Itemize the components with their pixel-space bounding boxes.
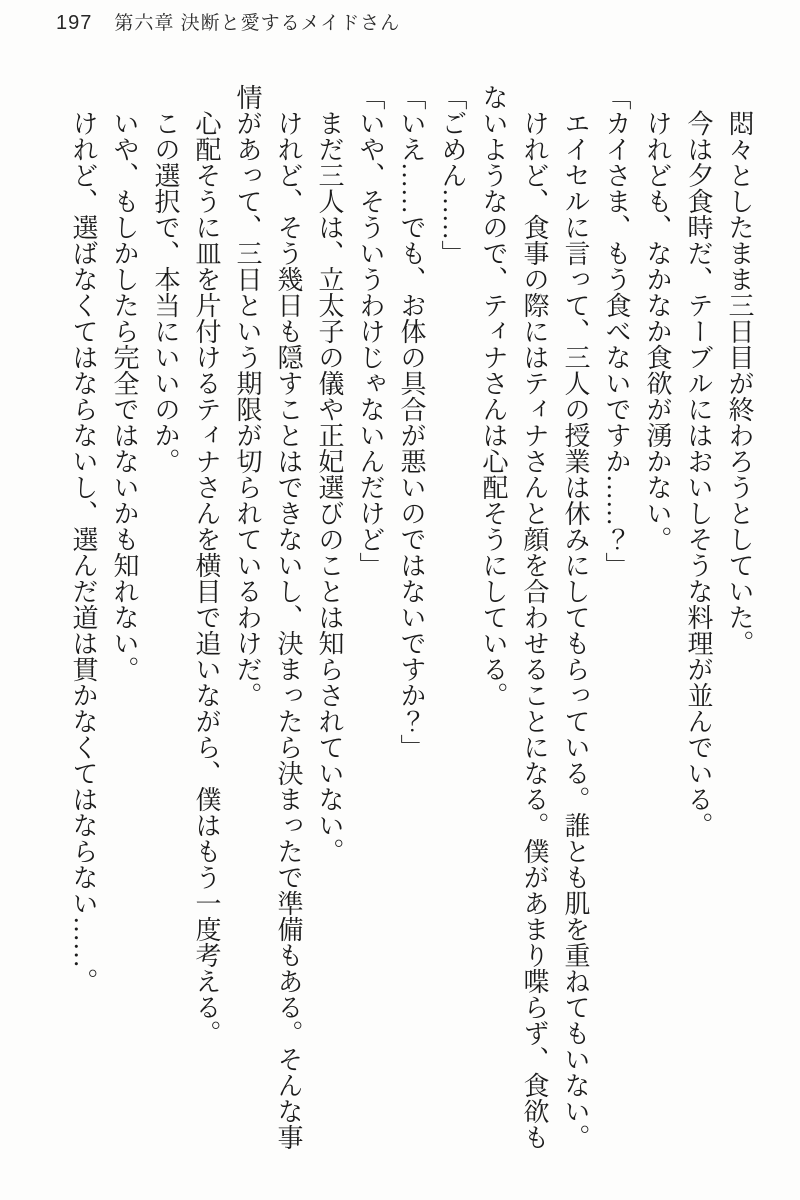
paragraph: 「ごめん……」 [438,84,467,266]
paragraph: 「いえ……でも、お体の具合が悪いのではないですか？」 [397,84,426,760]
paragraph: 「いや、そういうわけじゃないんだけど」 [356,84,385,578]
paragraph: けれども、なかなか食欲が湧かない。 [643,110,672,552]
paragraph: この選択で、本当にいいのか。 [151,110,180,474]
paragraph: 心配そうに皿を片付けるティナさんを横目で追いながら、僕はもう一度考える。 [192,110,221,1046]
paragraph: エイセルに言って、三人の授業は休みにしてもらっている。誰とも肌を重ねてもいない。 [561,110,590,1150]
paragraph: 悶々としたまま三日目が終わろうとしていた。 [725,110,754,656]
paragraph: いや、もしかしたら完全ではないかも知れない。 [110,110,139,682]
paragraph: けれど、食事の際にはティナさんと顔を合わせることになる。僕があまり喋らず、食欲もないようなので、ティナさんは心配そうにしている。 [479,84,549,1150]
body-text [58,84,760,1162]
paragraph: 今は夕食時だ、テーブルにはおいしそうな料理が並んでいる。 [684,110,713,838]
page-header [56,8,400,35]
paragraph: けれど、選ばなくてはならないし、選んだ道は貫かなくてはならない……。 [69,110,98,994]
chapter-title: 第六章 決断と愛するメイドさん [114,13,401,34]
paragraph: 「カイさま、もう食べないですか……？」 [602,84,631,578]
page-number: 197 [56,12,93,34]
paragraph: まだ三人は、立太子の儀や正妃選びのことは知らされていない。 [315,110,344,864]
paragraph: けれど、そう幾日も隠すことはできないし、決まったら決まったで準備もある。そんな事情があって、三日という期限が切られているわけだ。 [233,84,303,1150]
